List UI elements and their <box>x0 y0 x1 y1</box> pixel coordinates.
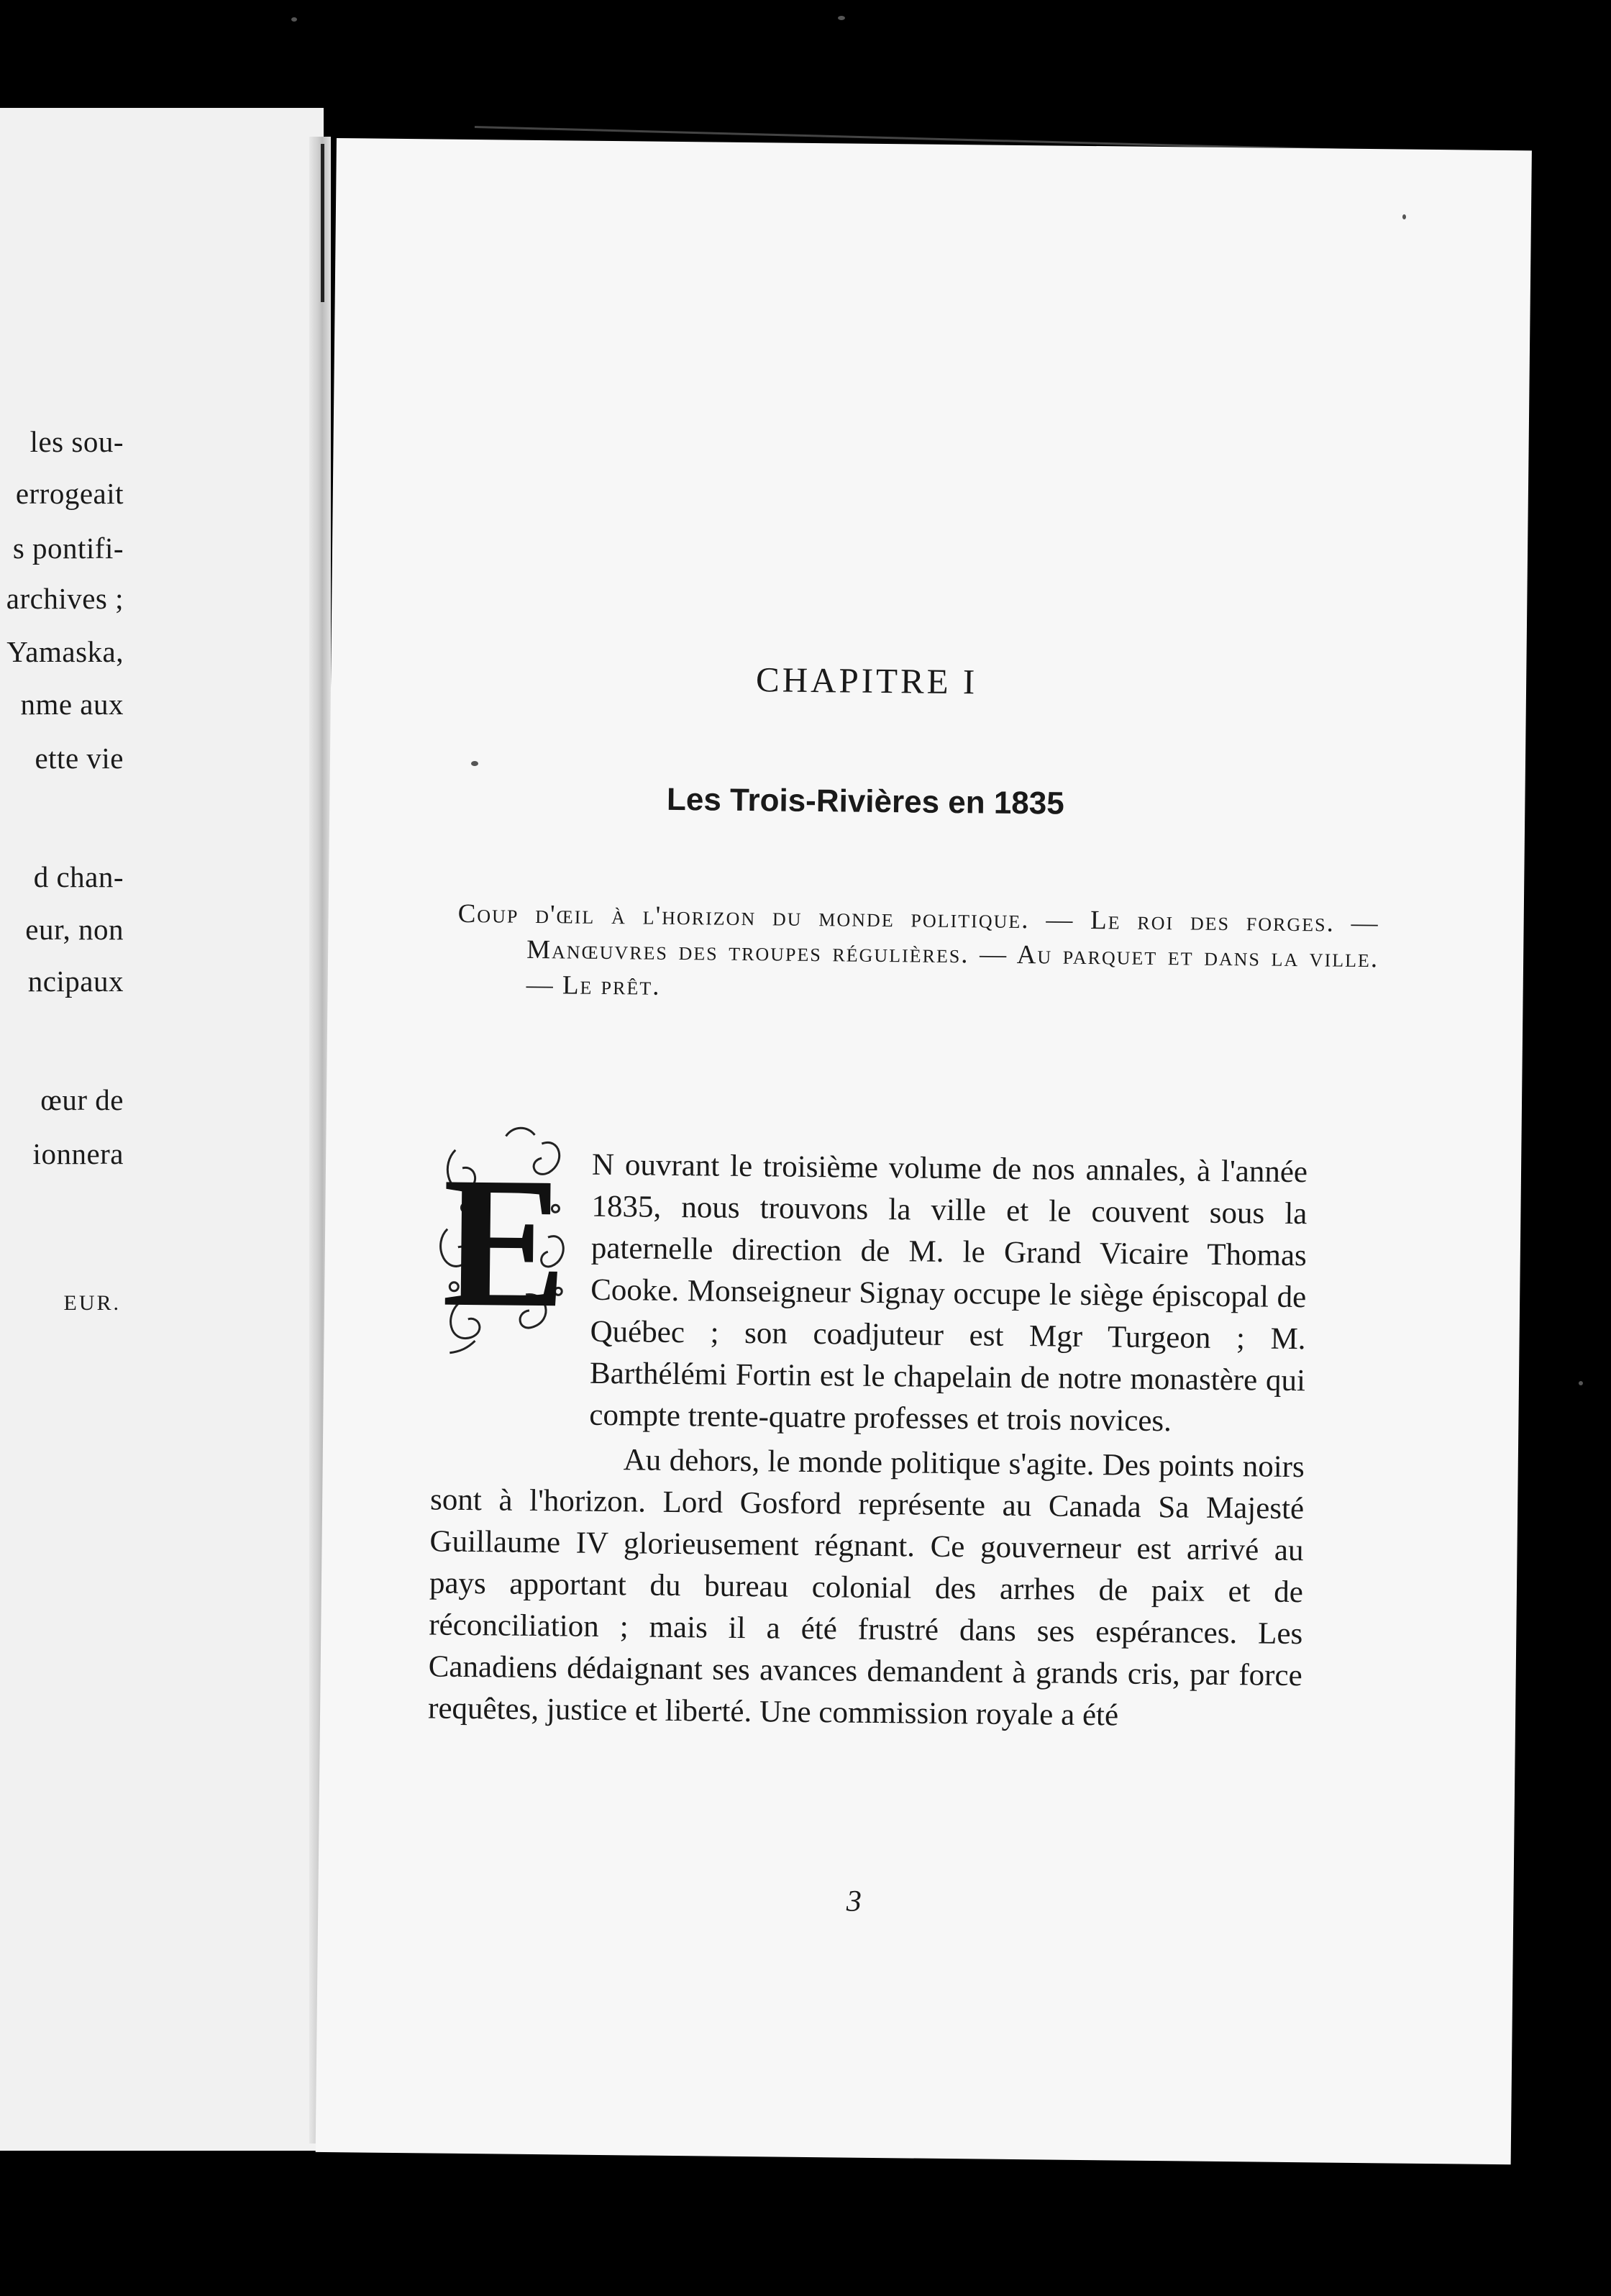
body-text <box>428 1142 1307 1739</box>
drop-cap-letter: E <box>441 1138 569 1347</box>
left-page-text <box>0 0 316 2296</box>
speck <box>1579 1381 1583 1385</box>
chapter-number: CHAPITRE I <box>755 660 978 702</box>
gutter-mark <box>321 144 324 302</box>
left-page-line: ette vie <box>35 742 124 775</box>
speck <box>838 16 845 20</box>
left-page-line: ionnera <box>32 1137 124 1170</box>
paragraph-1: N ouvrant le troisième volume de nos annales, à l'année 1835, nous trouvons la ville et le couvent sous la paternelle direction de M. le Grand Vicaire Thomas Cooke. Monseigneur Signay occupe le siège épiscopal de Québec ; son coadjuteur est Mgr Turgeon ; M. Barthélémi Fortin est le chapelain de notre monastère qui compte trente-quatre professes et trois novices. <box>589 1147 1308 1439</box>
page-number: 3 <box>846 1885 862 1918</box>
left-page-line: s pontifi- <box>12 532 124 565</box>
chapter-summary: Coup d'œil à l'horizon du monde politique. — Le roi des forges. — Manœuvres des troupes régulières. — Au parquet et dans la ville. — Le prêt. <box>457 898 1379 1001</box>
speck <box>471 761 478 766</box>
left-page-line: eur, non <box>25 913 124 946</box>
left-page-line: ncipaux <box>27 965 124 998</box>
left-page-line: errogeait <box>15 477 124 510</box>
left-page-line: les sou- <box>29 425 124 458</box>
left-page-line: œur de <box>40 1083 124 1116</box>
left-page-line: EUR. <box>63 1291 121 1315</box>
speck <box>291 17 297 22</box>
paragraph-2: Au dehors, le monde politique s'agite. Des points noirs sont à l'horizon. Lord Gosford représente au Canada Sa Majesté Guillaume IV glorieusement régnant. Ce gouverneur est arrivé au pays apportant du bureau colonial des arrhes de paix et de réconciliation ; mais il a été frustré dans ses espérances. Les Canadiens dédaignant ses avances demandent à grands cris, par force requêtes, justice et liberté. Une commission royale a été <box>427 1443 1305 1733</box>
left-page-line: nme aux <box>20 688 124 721</box>
left-page-line: archives ; <box>6 582 124 615</box>
right-page <box>316 138 1532 2164</box>
chapter-title: Les Trois-Rivières en 1835 <box>666 781 1064 821</box>
left-page-line: Yamaska, <box>6 635 124 668</box>
speck <box>1402 214 1406 219</box>
left-page-line: d chan- <box>33 860 124 893</box>
